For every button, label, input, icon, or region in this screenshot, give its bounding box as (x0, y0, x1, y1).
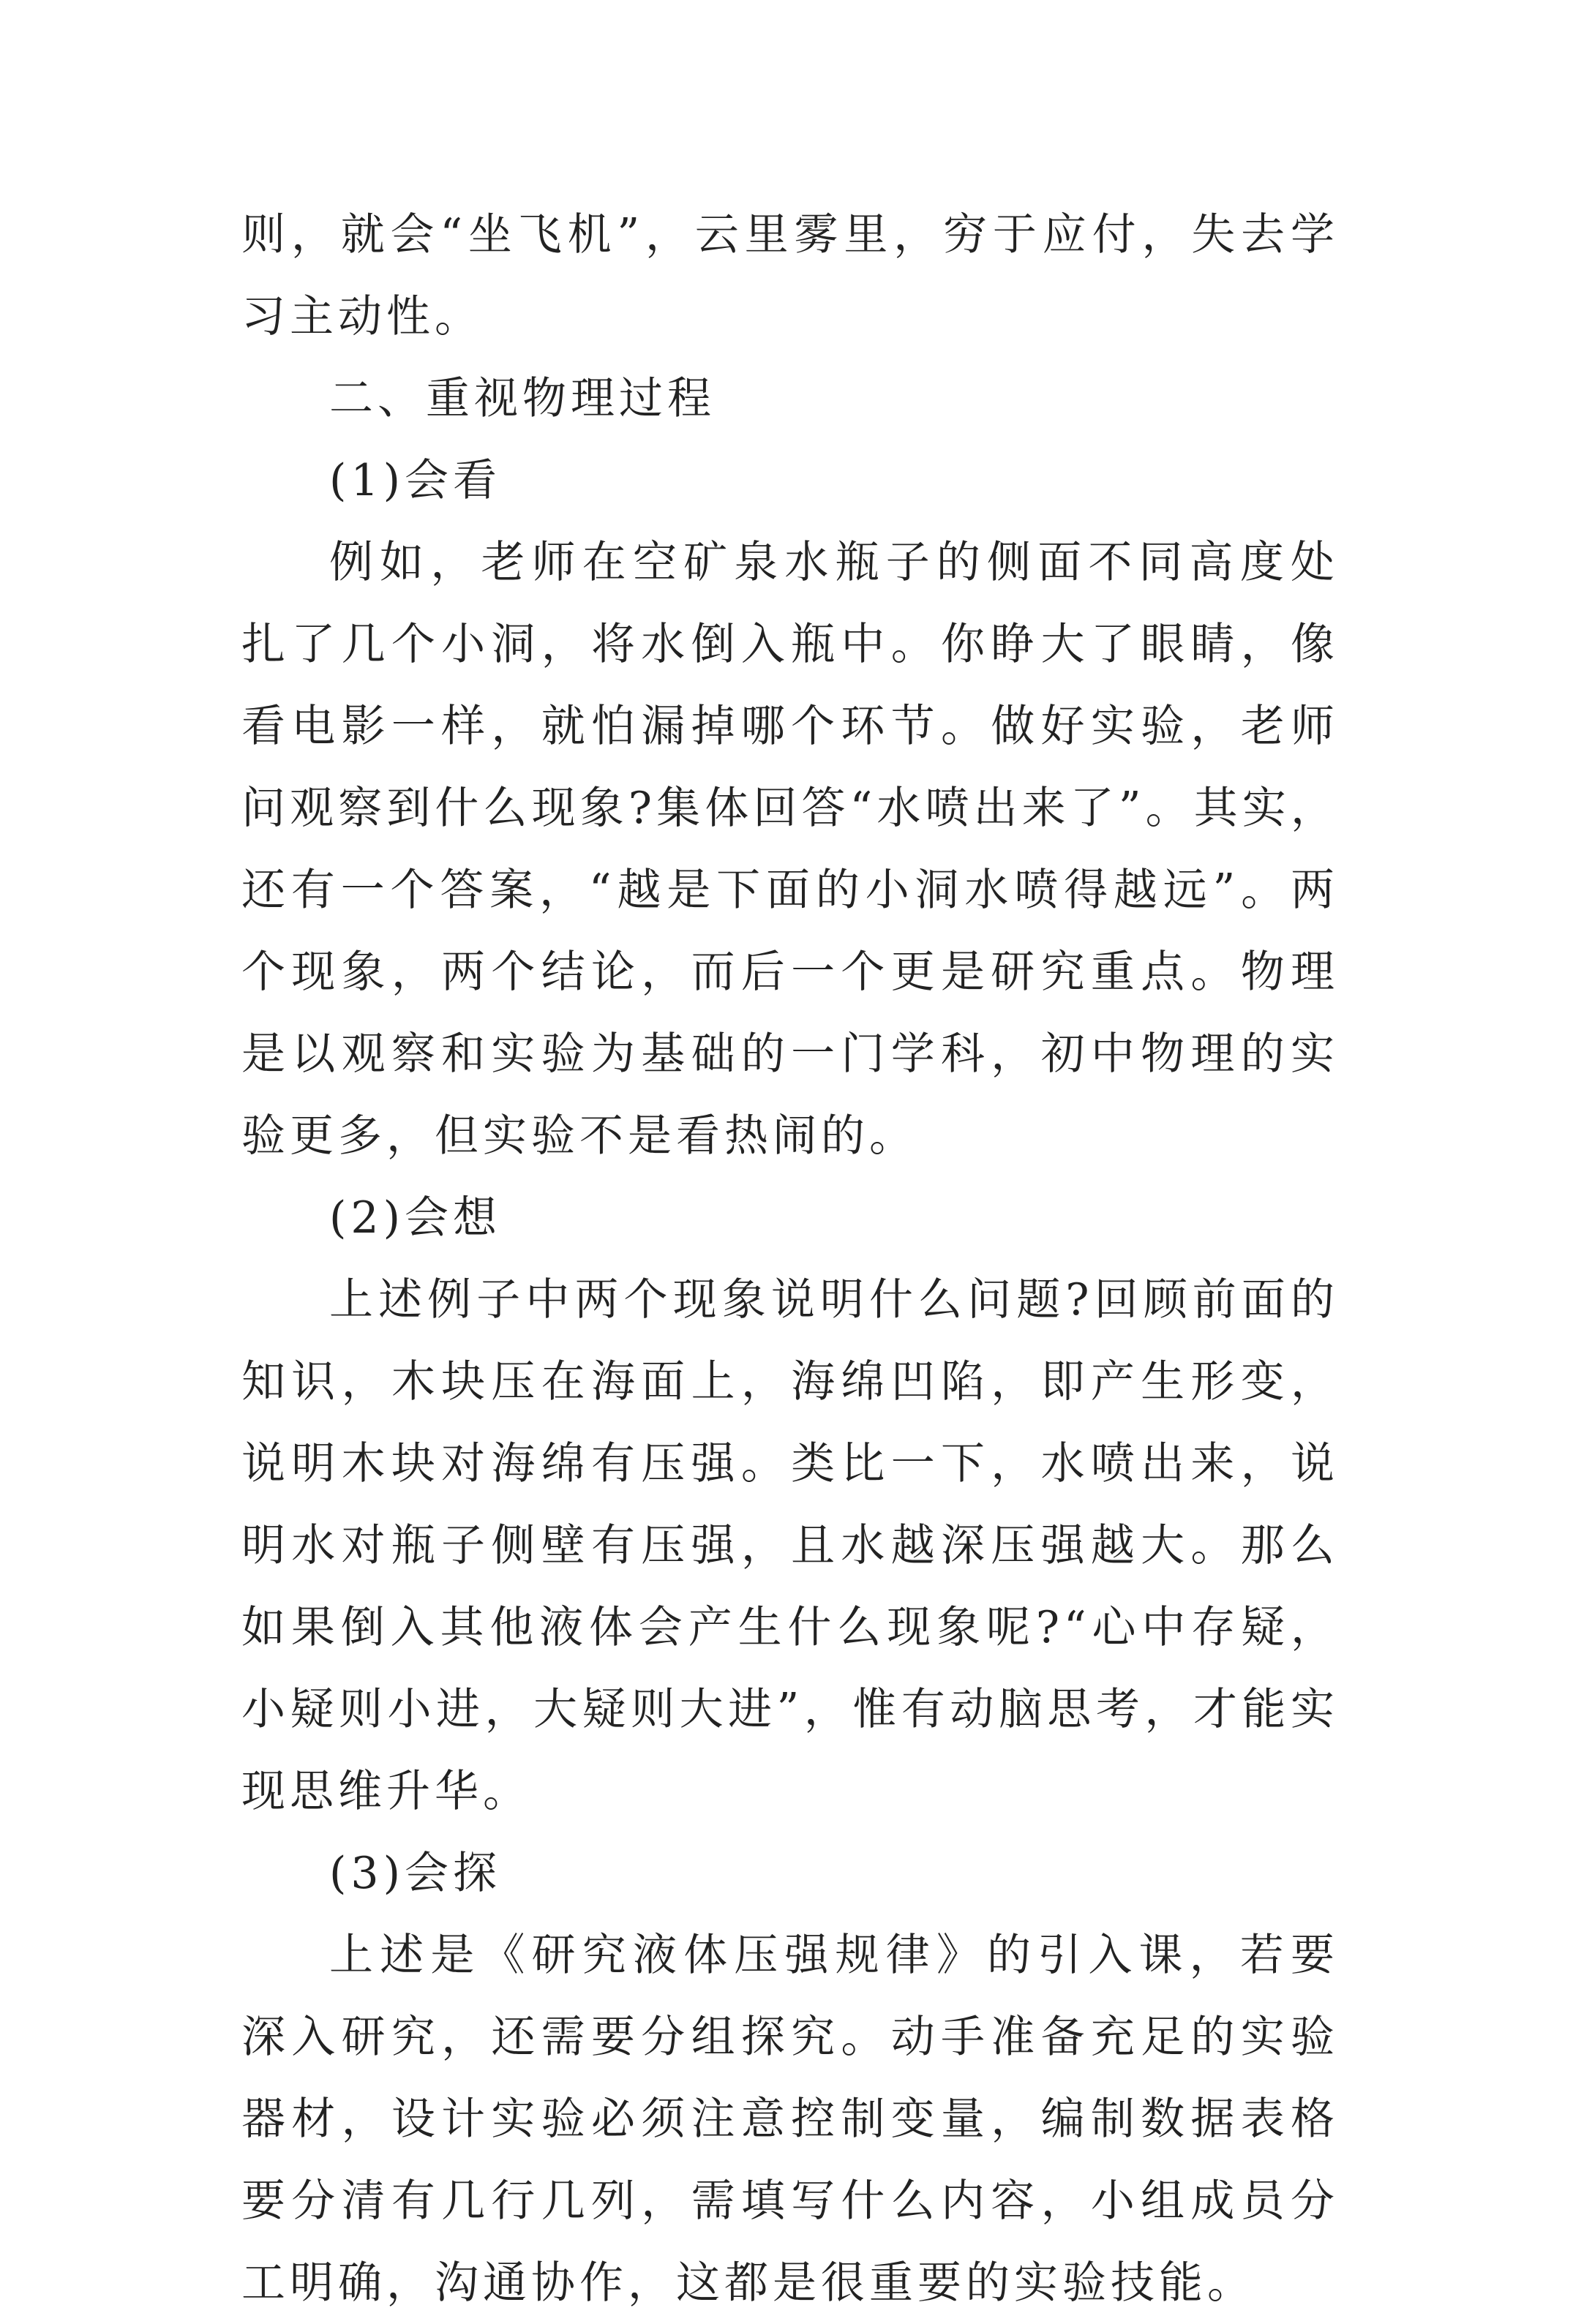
paragraph-continuation: 则，就会“坐飞机”，云里雾里，穷于应付，失去学习主动性。 (241, 209, 1339, 342)
subheading-look: (1)会看 (329, 455, 501, 506)
paragraph-example: 例如，老师在空矿泉水瓶子的侧面不同高度处扎了几个小洞，将水倒入瓶中。你睁大了眼睛，像看电影一样，就怕漏掉哪个环节。做好实验，老师问观察到什么现象?集体回答“水喷出来了”。其实，还有一个答案，“越是下面的小洞水喷得越远”。两个现象，两个结论，而后一个更是研究重点。物理是以观察和实验为基础的一门学科，初中物理的实验更多，但实验不是看热闹的。 (241, 537, 1339, 1162)
subheading-think: (2)会想 (329, 1192, 501, 1244)
document-body (241, 194, 1339, 2324)
paragraph-explore: 上述是《研究液体压强规律》的引入课，若要深入研究，还需要分组探究。动手准备充足的实验器材，设计实验必须注意控制变量，编制数据表格要分清有几行几列，需填写什么内容，小组成员分工明确，沟通协作，这都是很重要的实验技能。 (241, 1930, 1339, 2309)
paragraph-think: 上述例子中两个现象说明什么问题?回顾前面的知识，木块压在海面上，海绵凹陷，即产生形变，说明木块对海绵有压强。类比一下，水喷出来，说明水对瓶子侧壁有压强，且水越深压强越大。那么如果倒入其他液体会产生什么现象呢?“心中存疑，小疑则小进，大疑则大进”，惟有动脑思考，才能实现思维升华。 (241, 1274, 1339, 1817)
subheading-explore: (3)会探 (329, 1848, 501, 1899)
section-heading: 二、重视物理过程 (329, 373, 716, 424)
